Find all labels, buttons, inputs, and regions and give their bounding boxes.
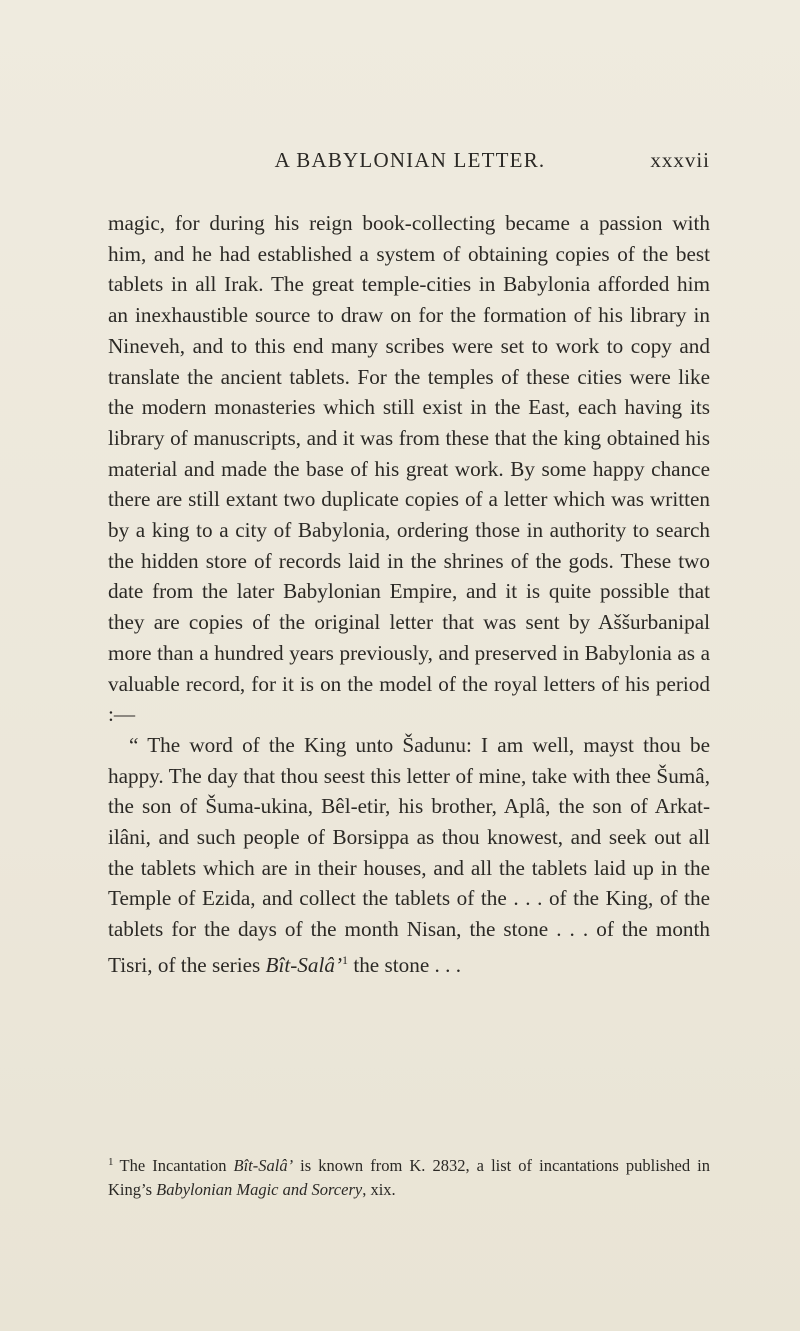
- footnote-text: The Incantation: [119, 1156, 234, 1175]
- footnote-text-end: , xix.: [362, 1180, 396, 1199]
- quoted-letter-text: “ The word of the King unto Šadunu: I am well, mayst thou be happy. The day that thou seest this letter of mine, take with thee Šumâ, the son of Šuma-ukina, Bêl-etir, his brother, Aplâ, the son of Arkat-ilâni, and such people of Borsippa as thou knowest, and seek out all the tablets which are in their houses, and all the tablets laid up in the Temple of Ezida, and collect the tablets of the . . . of the King, of the tablets for the days of the month Nisan, the stone . . . of the month Tisri, of the series: [108, 732, 710, 977]
- page-header: [110, 148, 710, 178]
- footnote-book-title: Babylonian Magic and Sorcery: [156, 1180, 363, 1199]
- page-number: xxxvii: [650, 148, 710, 172]
- running-title: A BABYLONIAN LETTER.: [274, 148, 546, 172]
- footnote-mark: 1: [108, 1156, 114, 1168]
- main-text: [108, 208, 710, 981]
- quoted-letter-paragraph: [108, 730, 710, 981]
- series-title: Bît-Salâ’: [265, 952, 343, 977]
- paragraph: magic, for during his reign book-collecting became a passion with him, and he had established a system of obtaining copies of the best tablets in all Irak. The great temple-cities in Babylonia afforded him an inexhaustible source to draw on for the formation of his library in Nineveh, and to this end many scribes were set to work to copy and translate the ancient tablets. For the temples of these cities were like the modern monasteries which still exist in the East, each having its library of manuscripts, and it was from these that the king obtained his material and made the base of his great work. By some happy chance there are still extant two duplicate copies of a letter which was written by a king to a city of Babylonia, ordering those in authority to search the hidden store of records laid in the shrines of the gods. These two date from the later Babylonian Empire, and it is quite possible that they are copies of the original letter that was sent by Aššurbanipal more than a hundred years previously, and preserved in Babylonia as a valuable record, for it is on the model of the royal letters of his period :—: [108, 211, 710, 727]
- footnote: [108, 1150, 710, 1202]
- footnote-incantation-title: Bît-Salâ’: [233, 1156, 294, 1175]
- quoted-letter-text-end: the stone . . .: [348, 952, 462, 977]
- footnote-reference: 1: [342, 952, 349, 967]
- footnote-text-middle: is known from K. 2832, a list of incantations published in King’s: [108, 1156, 710, 1199]
